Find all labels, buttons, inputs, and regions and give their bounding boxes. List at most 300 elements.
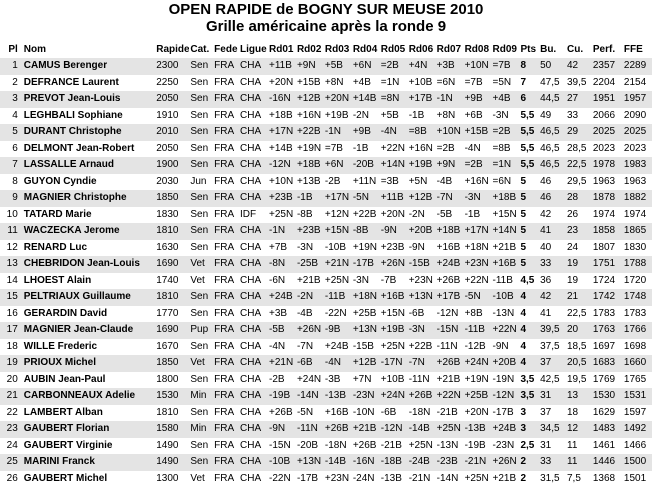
cell-bu: 31,5 — [539, 471, 566, 487]
cell-rd08: +19N — [464, 372, 492, 389]
cell-pts: 3 — [519, 405, 539, 422]
cell-ligue: IDF — [239, 207, 268, 224]
cell-ffe: 1865 — [623, 223, 652, 240]
cell-rd01: -22N — [268, 471, 296, 487]
cell-rd08: +22N — [464, 273, 492, 290]
cell-rd09: +26N — [492, 454, 520, 471]
cell-rd01: -5B — [268, 322, 296, 339]
cell-bu: 31 — [539, 438, 566, 455]
cell-pl: 9 — [0, 190, 23, 207]
cell-rd04: +18N — [352, 289, 380, 306]
cell-pts: 5,5 — [519, 157, 539, 174]
table-row — [0, 339, 652, 356]
cell-rapide: 1530 — [155, 388, 189, 405]
cell-pts: 5 — [519, 223, 539, 240]
cell-rd02: -5N — [296, 405, 324, 422]
cell-rd05: -9N — [380, 223, 408, 240]
cell-cat: Sen — [189, 240, 213, 257]
cell-rd02: +18B — [296, 157, 324, 174]
cell-rd04: +11N — [352, 174, 380, 191]
header-pl: Pl — [0, 41, 23, 58]
cell-bu: 31 — [539, 388, 566, 405]
cell-pts: 8 — [519, 58, 539, 75]
cell-perf: 1461 — [592, 438, 623, 455]
header-bu: Bu. — [539, 41, 566, 58]
cell-name: CAMUS Berenger — [23, 58, 155, 75]
cell-name: GUYON Cyndie — [23, 174, 155, 191]
cell-rd08: -19B — [464, 438, 492, 455]
cell-name: WACZECKA Jerome — [23, 223, 155, 240]
cell-rd03: -13B — [324, 388, 352, 405]
cell-rd06: =8B — [408, 124, 436, 141]
cell-ffe: 1492 — [623, 421, 652, 438]
cell-cat: Vet — [189, 256, 213, 273]
header-rd06: Rd06 — [408, 41, 436, 58]
cell-rd05: +22N — [380, 141, 408, 158]
cell-rd02: -4B — [296, 306, 324, 323]
cell-rd03: +24B — [324, 339, 352, 356]
header-rd02: Rd02 — [296, 41, 324, 58]
cell-rd04: +14B — [352, 91, 380, 108]
cell-rd09: +14N — [492, 223, 520, 240]
cell-perf: 1978 — [592, 157, 623, 174]
cell-pts: 5,5 — [519, 108, 539, 125]
cell-ligue: CHA — [239, 372, 268, 389]
cell-rd09: =5N — [492, 75, 520, 92]
cell-rd05: -6B — [380, 405, 408, 422]
cell-name: CARBONNEAUX Adelie — [23, 388, 155, 405]
cell-ligue: CHA — [239, 438, 268, 455]
cell-fede: FRA — [213, 190, 239, 207]
cell-pl: 7 — [0, 157, 23, 174]
cell-rd04: -23N — [352, 388, 380, 405]
cell-pts: 5,5 — [519, 124, 539, 141]
cell-rd04: -8B — [352, 223, 380, 240]
cell-fede: FRA — [213, 339, 239, 356]
cell-cu: 11 — [566, 454, 592, 471]
header-fede: Fede — [213, 41, 239, 58]
cell-rd01: -15N — [268, 438, 296, 455]
cell-rd05: -17N — [380, 355, 408, 372]
cell-cat: Sen — [189, 223, 213, 240]
table-row — [0, 438, 652, 455]
cell-pts: 6 — [519, 91, 539, 108]
cell-pl: 18 — [0, 339, 23, 356]
table-row — [0, 421, 652, 438]
cell-ffe: 1974 — [623, 207, 652, 224]
cell-fede: FRA — [213, 108, 239, 125]
cell-bu: 37 — [539, 355, 566, 372]
cell-ligue: CHA — [239, 289, 268, 306]
cell-ffe: 1957 — [623, 91, 652, 108]
cell-pl: 21 — [0, 388, 23, 405]
header-cu: Cu. — [566, 41, 592, 58]
cell-rd09: +18B — [492, 190, 520, 207]
cell-rd03: -4N — [324, 355, 352, 372]
cell-rd07: -21B — [436, 405, 464, 422]
cell-rd05: +19B — [380, 322, 408, 339]
cell-perf: 2357 — [592, 58, 623, 75]
cell-rapide: 1810 — [155, 405, 189, 422]
cell-rd08: +15B — [464, 124, 492, 141]
cell-name: GAUBERT Florian — [23, 421, 155, 438]
cell-rd01: +26B — [268, 405, 296, 422]
cell-cu: 23 — [566, 223, 592, 240]
cell-rd03: +20N — [324, 91, 352, 108]
cell-cu: 29 — [566, 124, 592, 141]
cell-ligue: CHA — [239, 355, 268, 372]
cell-name: LAMBERT Alban — [23, 405, 155, 422]
cell-rd05: -7B — [380, 273, 408, 290]
cell-pts: 5 — [519, 174, 539, 191]
cell-cu: 24 — [566, 240, 592, 257]
cell-rd06: -11N — [408, 372, 436, 389]
cell-cu: 22,5 — [566, 157, 592, 174]
cell-rd01: -8N — [268, 256, 296, 273]
cell-rd08: +18N — [464, 240, 492, 257]
cell-rapide: 1300 — [155, 471, 189, 487]
header-ffe: FFE — [623, 41, 652, 58]
cell-rd07: +8N — [436, 108, 464, 125]
cell-name: DELMONT Jean-Robert — [23, 141, 155, 158]
cell-ligue: CHA — [239, 190, 268, 207]
header-rd07: Rd07 — [436, 41, 464, 58]
cell-cu: 21 — [566, 289, 592, 306]
cell-rd07: -14N — [436, 471, 464, 487]
cell-ffe: 1830 — [623, 240, 652, 257]
cell-rapide: 1810 — [155, 223, 189, 240]
cell-rd01: +24B — [268, 289, 296, 306]
cell-rd02: -6B — [296, 355, 324, 372]
cell-rd09: +20B — [492, 355, 520, 372]
cell-ffe: 1501 — [623, 471, 652, 487]
cell-rd02: +22B — [296, 124, 324, 141]
cell-pl: 23 — [0, 421, 23, 438]
cell-name: DURANT Christophe — [23, 124, 155, 141]
cell-rd02: -3N — [296, 240, 324, 257]
cell-rd07: -11N — [436, 339, 464, 356]
tournament-title: OPEN RAPIDE de BOGNY SUR MEUSE 2010 — [0, 1, 652, 18]
cell-bu: 42 — [539, 289, 566, 306]
cell-rapide: 1490 — [155, 454, 189, 471]
cell-pl: 15 — [0, 289, 23, 306]
cell-rd01: +20N — [268, 75, 296, 92]
cell-rd08: +25B — [464, 388, 492, 405]
cell-cat: Vet — [189, 471, 213, 487]
cell-ligue: CHA — [239, 273, 268, 290]
cell-ligue: CHA — [239, 306, 268, 323]
cell-rapide: 2010 — [155, 124, 189, 141]
cell-rd07: +21B — [436, 372, 464, 389]
cell-bu: 46,5 — [539, 124, 566, 141]
cell-rd07: -7N — [436, 190, 464, 207]
table-row — [0, 306, 652, 323]
cell-ffe: 1882 — [623, 190, 652, 207]
cell-rd09: =8B — [492, 141, 520, 158]
cell-rd09: -13N — [492, 306, 520, 323]
cell-pl: 10 — [0, 207, 23, 224]
cell-name: GERARDIN David — [23, 306, 155, 323]
cell-pts: 5 — [519, 207, 539, 224]
cell-ffe: 1748 — [623, 289, 652, 306]
cell-perf: 2066 — [592, 108, 623, 125]
cell-cu: 20,5 — [566, 355, 592, 372]
cell-rd01: -2B — [268, 372, 296, 389]
cell-pts: 2 — [519, 454, 539, 471]
cell-bu: 39,5 — [539, 322, 566, 339]
cell-pts: 5,5 — [519, 141, 539, 158]
cell-cat: Min — [189, 421, 213, 438]
cell-rd07: +17B — [436, 289, 464, 306]
cell-rd07: +25N — [436, 421, 464, 438]
cell-rd03: +15N — [324, 223, 352, 240]
cell-rd02: -17B — [296, 471, 324, 487]
cell-rd06: -9N — [408, 240, 436, 257]
cell-rd02: +23B — [296, 223, 324, 240]
cell-rd09: +15N — [492, 207, 520, 224]
cell-rapide: 2030 — [155, 174, 189, 191]
cell-rd06: -1B — [408, 108, 436, 125]
cell-pts: 3,5 — [519, 388, 539, 405]
cell-cu: 7,5 — [566, 471, 592, 487]
cell-bu: 49 — [539, 108, 566, 125]
cell-cu: 42 — [566, 58, 592, 75]
cell-rd05: +10B — [380, 372, 408, 389]
cell-rd07: +22N — [436, 388, 464, 405]
cell-rd06: +19B — [408, 157, 436, 174]
cell-fede: FRA — [213, 141, 239, 158]
table-row — [0, 322, 652, 339]
cell-rd07: =2B — [436, 141, 464, 158]
cell-rd08: =2B — [464, 157, 492, 174]
cell-cat: Sen — [189, 289, 213, 306]
cell-pl: 6 — [0, 141, 23, 158]
table-body — [0, 58, 652, 487]
cell-bu: 46 — [539, 174, 566, 191]
cell-rd01: -9N — [268, 421, 296, 438]
cell-pl: 8 — [0, 174, 23, 191]
cell-perf: 1742 — [592, 289, 623, 306]
cell-pts: 2,5 — [519, 438, 539, 455]
cell-rd03: -9B — [324, 322, 352, 339]
cell-rd01: +10N — [268, 174, 296, 191]
cell-pl: 16 — [0, 306, 23, 323]
cell-rd08: +6B — [464, 108, 492, 125]
cell-perf: 2025 — [592, 124, 623, 141]
cell-rd01: -19B — [268, 388, 296, 405]
cell-rd02: +21B — [296, 273, 324, 290]
cell-perf: 1858 — [592, 223, 623, 240]
cell-ligue: CHA — [239, 240, 268, 257]
cell-cu: 19 — [566, 273, 592, 290]
cell-bu: 33 — [539, 256, 566, 273]
cell-rd05: +5B — [380, 108, 408, 125]
cell-perf: 2204 — [592, 75, 623, 92]
cell-rd04: +4B — [352, 75, 380, 92]
cell-rd04: -17B — [352, 256, 380, 273]
cell-bu: 34,5 — [539, 421, 566, 438]
cell-ffe: 1963 — [623, 174, 652, 191]
cell-rd01: +23B — [268, 190, 296, 207]
cell-cat: Sen — [189, 157, 213, 174]
cell-rd06: +23N — [408, 273, 436, 290]
cell-ligue: CHA — [239, 223, 268, 240]
cell-rapide: 1740 — [155, 273, 189, 290]
cell-rd04: +25B — [352, 306, 380, 323]
cell-perf: 1751 — [592, 256, 623, 273]
cell-rd02: -7N — [296, 339, 324, 356]
header-ligue: Ligue — [239, 41, 268, 58]
cell-pl: 19 — [0, 355, 23, 372]
cell-rd03: +8N — [324, 75, 352, 92]
cell-name: TATARD Marie — [23, 207, 155, 224]
cell-rd06: -2N — [408, 207, 436, 224]
cell-rd01: +18B — [268, 108, 296, 125]
cell-rapide: 2050 — [155, 141, 189, 158]
cell-fede: FRA — [213, 454, 239, 471]
cell-pl: 17 — [0, 322, 23, 339]
header-rd01: Rd01 — [268, 41, 296, 58]
cell-ligue: CHA — [239, 91, 268, 108]
cell-rd09: =1N — [492, 157, 520, 174]
cell-bu: 36 — [539, 273, 566, 290]
cell-rd06: -15B — [408, 256, 436, 273]
cell-ffe: 1531 — [623, 388, 652, 405]
cell-cat: Vet — [189, 273, 213, 290]
cell-rd05: +25N — [380, 339, 408, 356]
cell-ffe: 2154 — [623, 75, 652, 92]
cell-rd03: -18N — [324, 438, 352, 455]
cell-rd01: +7B — [268, 240, 296, 257]
cell-ligue: CHA — [239, 124, 268, 141]
cell-cat: Sen — [189, 339, 213, 356]
table-row — [0, 289, 652, 306]
cell-rd09: +21B — [492, 471, 520, 487]
cell-ffe: 1720 — [623, 273, 652, 290]
cell-rd02: -1B — [296, 190, 324, 207]
cell-rd06: -21N — [408, 471, 436, 487]
cell-ligue: CHA — [239, 421, 268, 438]
cell-rd05: =8N — [380, 91, 408, 108]
cell-fede: FRA — [213, 421, 239, 438]
header-rd09: Rd09 — [492, 41, 520, 58]
cell-rd03: -1N — [324, 124, 352, 141]
cell-rd06: +12B — [408, 190, 436, 207]
cell-rd05: -12N — [380, 421, 408, 438]
table-row — [0, 388, 652, 405]
cell-fede: FRA — [213, 289, 239, 306]
cell-perf: 1783 — [592, 306, 623, 323]
cell-rd07: +26B — [436, 355, 464, 372]
cell-rd06: -6B — [408, 306, 436, 323]
cell-rd09: -12N — [492, 388, 520, 405]
table-row — [0, 355, 652, 372]
cell-rd07: -13N — [436, 438, 464, 455]
cell-rapide: 1850 — [155, 190, 189, 207]
cell-perf: 1974 — [592, 207, 623, 224]
cell-pl: 24 — [0, 438, 23, 455]
cell-rd04: -15B — [352, 339, 380, 356]
cell-rd04: +19N — [352, 240, 380, 257]
cell-perf: 1769 — [592, 372, 623, 389]
cell-pts: 2 — [519, 471, 539, 487]
cell-pl: 12 — [0, 240, 23, 257]
cell-rd06: -7N — [408, 355, 436, 372]
cell-rd01: +21N — [268, 355, 296, 372]
header-rd04: Rd04 — [352, 41, 380, 58]
cell-rd06: +17B — [408, 91, 436, 108]
cell-ffe: 1698 — [623, 339, 652, 356]
cell-rd04: -5N — [352, 190, 380, 207]
cell-perf: 1530 — [592, 388, 623, 405]
cell-rd09: +16B — [492, 256, 520, 273]
cell-rd03: +25N — [324, 273, 352, 290]
cell-rd08: +23N — [464, 256, 492, 273]
cell-ffe: 1783 — [623, 306, 652, 323]
table-row — [0, 157, 652, 174]
cell-rapide: 1850 — [155, 355, 189, 372]
cell-rapide: 1690 — [155, 322, 189, 339]
cell-rd02: -25B — [296, 256, 324, 273]
cell-rd03: -14B — [324, 454, 352, 471]
cell-pts: 4 — [519, 289, 539, 306]
header-name: Nom — [23, 41, 155, 58]
cell-bu: 42 — [539, 207, 566, 224]
cell-rd08: =7B — [464, 75, 492, 92]
cell-rd05: +26N — [380, 256, 408, 273]
cell-ffe: 2090 — [623, 108, 652, 125]
table-row — [0, 240, 652, 257]
cell-rd03: +23N — [324, 471, 352, 487]
cell-rd09: =6N — [492, 174, 520, 191]
cell-rd08: +17N — [464, 223, 492, 240]
cell-cat: Sen — [189, 108, 213, 125]
header-cat: Cat. — [189, 41, 213, 58]
cell-rapide: 2250 — [155, 75, 189, 92]
cell-rd07: -23B — [436, 454, 464, 471]
cell-ffe: 1788 — [623, 256, 652, 273]
cell-cat: Sen — [189, 306, 213, 323]
cell-cat: Sen — [189, 124, 213, 141]
cell-pts: 3,5 — [519, 372, 539, 389]
cell-fede: FRA — [213, 471, 239, 487]
cell-name: GAUBERT Michel — [23, 471, 155, 487]
table-row — [0, 91, 652, 108]
cell-rd02: +12B — [296, 91, 324, 108]
cell-rd07: +24B — [436, 256, 464, 273]
cell-rd02: +16N — [296, 108, 324, 125]
cell-rd01: +3B — [268, 306, 296, 323]
cell-rd08: +25N — [464, 471, 492, 487]
cell-pts: 5 — [519, 190, 539, 207]
cell-rd04: +22B — [352, 207, 380, 224]
cell-fede: FRA — [213, 273, 239, 290]
cell-ffe: 2025 — [623, 124, 652, 141]
cell-pts: 4,5 — [519, 273, 539, 290]
cell-ffe: 1766 — [623, 322, 652, 339]
cell-rd01: +17N — [268, 124, 296, 141]
table-row — [0, 223, 652, 240]
cell-ffe: 1765 — [623, 372, 652, 389]
cell-pl: 4 — [0, 108, 23, 125]
cell-cu: 27 — [566, 91, 592, 108]
cell-rd06: +5N — [408, 174, 436, 191]
cell-cat: Sen — [189, 58, 213, 75]
cell-pl: 11 — [0, 223, 23, 240]
table-row — [0, 108, 652, 125]
cell-rd07: -1N — [436, 91, 464, 108]
cell-rd06: -18N — [408, 405, 436, 422]
